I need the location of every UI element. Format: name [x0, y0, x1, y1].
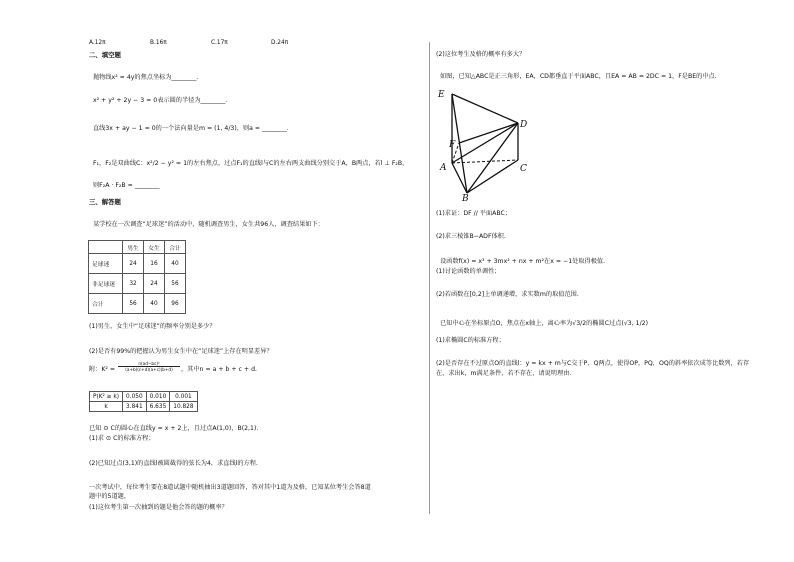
table-cell: 96	[164, 294, 185, 314]
label-c: C	[520, 164, 527, 174]
ellipse-q2a: (2)是否存在不过原点O的直线l：y = kx + m与C交于P、Q两点，使得OP，PQ，OQ的斜率依次成等比数列，若存	[436, 360, 750, 367]
table-cell: 40	[144, 294, 165, 314]
label-d: D	[520, 120, 528, 130]
label-b: B	[462, 194, 469, 201]
table-cell: 16	[144, 254, 165, 274]
solid-intro: 如图，已知△ABC是正三角形，EA，CD都垂直于平面ABC，且EA = AB = 2DC = 1，F是BE的中点.	[440, 73, 717, 80]
label-a: A	[440, 163, 447, 173]
formula-suffix: ，其中n = a + b + c + d.	[181, 366, 257, 373]
solid-figure	[436, 85, 536, 201]
label-e: E	[438, 90, 445, 100]
circle-intro: 已知 ⊙ C的圆心在直线y = x + 2上，且过点A(1,0)，B(2,1).	[89, 425, 259, 432]
solid-q2: (2)求三棱锥B−ADF体积.	[436, 233, 506, 240]
choice-c: C.17π	[211, 40, 228, 46]
column-divider	[429, 42, 430, 514]
edge-ed	[452, 94, 518, 123]
ellipse-q2b: 在，求出k，m满足条件，若不存在，请说明理由.	[436, 370, 572, 377]
formula-denominator: (a+b)(c+d)(a+c)(b+d)	[118, 366, 180, 372]
table-cell: 足球迷	[89, 254, 123, 274]
table-cell: 0.001	[170, 392, 197, 402]
edge-ad	[452, 123, 518, 163]
table-cell: 非足球迷	[89, 274, 123, 294]
choice-b: B.16π	[150, 40, 167, 46]
table-cell: 6.635	[146, 402, 170, 412]
fill-item-4: F₁，F₂是双曲线C：x²/2 − y² = 1的左右焦点，过点F₁的直线l与C的左右两支曲线分别交于A，B两点，若l ⊥ F₂B，	[93, 160, 409, 167]
table-row	[89, 241, 186, 254]
formula-fraction	[118, 361, 180, 372]
solid-q1: (1)求证：DF // 平面ABC；	[436, 210, 512, 217]
table-row	[90, 392, 198, 402]
fill-item-1: 抛物线x² = 4y的焦点坐标为________.	[93, 74, 199, 81]
table-row	[89, 294, 186, 314]
survey-table	[88, 240, 186, 314]
table-cell: 32	[123, 274, 144, 294]
fill-item-3: 直线3x + ay − 1 = 0的一个法向量是m = (1, 4/3)，则a = ________.	[93, 125, 289, 132]
table-row	[90, 402, 198, 412]
survey-intro: 某学校在一次调查“足球迷”的活动中，随机调查男生，女生共96人，调查结果如下：	[93, 221, 324, 228]
survey-q1: (1)男生、女生中“足球迷”的频率分别是多少？	[89, 323, 216, 330]
table-cell: 40	[164, 254, 185, 274]
table-cell	[89, 241, 123, 254]
table-cell: 3.841	[123, 402, 147, 412]
ellipse-intro: 已知中心在坐标原点O，焦点在x轴上，离心率为√3/2的椭圆C过点(√3, 1/2)	[440, 320, 649, 327]
table-row	[89, 274, 186, 294]
formula-numerator: n(ad−bc)²	[138, 361, 160, 366]
circle-q2: (2)已知过点(3,1)的直线l被圆截得的弦长为4，求直线l的方程.	[89, 460, 258, 467]
formula-prefix: 附：K² =	[89, 366, 116, 373]
table-row	[89, 254, 186, 274]
edge-bc	[467, 160, 518, 193]
table-cell: 56	[123, 294, 144, 314]
table-cell: 合计	[89, 294, 123, 314]
table-cell: 24	[144, 274, 165, 294]
table-cell: 合计	[164, 241, 185, 254]
table-cell: 0.010	[146, 392, 170, 402]
exam-intro: 一次考试中，每位考生要在8道试题中随机抽出3道题回答，答对其中1道为及格，已知某位考生会答8道	[89, 484, 371, 491]
table-cell: 56	[164, 274, 185, 294]
ellipse-q1: (1)求椭圆C的标准方程；	[436, 337, 505, 344]
exam-q2: (2)这位考生及格的概率有多大？	[436, 51, 526, 58]
fill-item-2: x² + y² + 2y − 3 = 0表示圆的半径为________.	[93, 97, 228, 104]
func-q2: (2)若函数在[0,2]上单调递增，求实数m的取值范围.	[436, 291, 579, 298]
fill-item-5: 则F₂A · F₂B = ________	[93, 182, 160, 189]
func-q1: (1)讨论函数的单调性；	[436, 268, 501, 275]
table-cell: P(K² ≥ k)	[90, 392, 123, 402]
section-answer-heading: 三、解答题	[89, 198, 121, 206]
table-cell: 24	[123, 254, 144, 274]
exam-q1: (1)这位考生第一次抽到的题是他会答的题的概率？	[89, 504, 228, 511]
func-intro: 设函数f(x) = x³ + 3mx² + nx + m²在x = −1处取得极值.	[440, 258, 606, 265]
table-cell: k	[90, 402, 123, 412]
table-cell: 10.828	[170, 402, 197, 412]
edge-bd	[467, 123, 518, 193]
edge-fd	[459, 123, 518, 143]
table-cell: 男生	[123, 241, 144, 254]
k-table	[89, 391, 198, 412]
circle-q1: (1)求 ⊙ C的标准方程；	[89, 435, 155, 442]
label-f: F	[449, 140, 456, 150]
section-fill-heading: 二、填空题	[89, 51, 121, 59]
survey-q2: (2)是否有99%的把握认为男生女生中在“足球迷”上存在明显差异？	[89, 348, 273, 355]
table-cell: 女生	[144, 241, 165, 254]
choice-a: A.12π	[89, 40, 106, 46]
exam-intro-2: 题中的5道题，	[89, 493, 131, 500]
choice-d: D.24π	[271, 40, 289, 46]
table-cell: 0.050	[123, 392, 147, 402]
